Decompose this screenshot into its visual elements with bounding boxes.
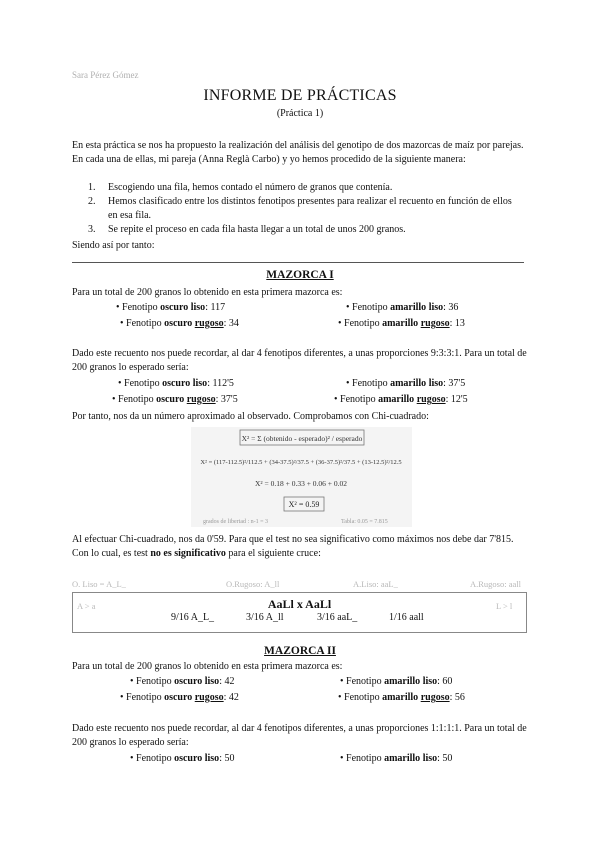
cross-label-oscuro-rugoso: O.Rugoso: A_ll	[226, 579, 280, 589]
intro-paragraph: En esta práctica se nos ha propuesto la realización del análisis del genotipo de dos mazorcas de maíz por parejas. En cada una de ellas, mi pareja (Anna Reglà Carbo) y yo hemos procedido de la siguiente manera:	[72, 140, 524, 165]
m2-obs-oscuro-rugoso: • Fenotipo oscuro rugoso: 42	[120, 692, 239, 703]
mazorca-2-expected-intro: Dado este recuento nos puede recordar, al dar 4 fenotipos diferentes, a unas proporciones 1:1:1:1. Para un total de 200 granos lo esperado sería:	[72, 723, 527, 748]
m1-exp-oscuro-liso: • Fenotipo oscuro liso: 112'5	[118, 378, 234, 389]
section-divider	[72, 262, 524, 263]
list-item: 2. Hemos clasificado entre los distintos fenotipos presentes para realizar el recuento en función de ellos en esa fila.	[88, 196, 512, 221]
page-title: INFORME DE PRÁCTICAS	[203, 87, 397, 104]
ratio-aa-ll: 1/16 aall	[389, 612, 424, 623]
m2-obs-amarillo-liso: • Fenotipo amarillo liso: 60	[340, 676, 453, 687]
m1-exp-amarillo-liso: • Fenotipo amarillo liso: 37'5	[346, 378, 466, 389]
m1-obs-amarillo-rugoso: • Fenotipo amarillo rugoso: 13	[338, 318, 465, 329]
author-name: Sara Pérez Gómez	[72, 70, 139, 80]
chi-conclusion: Al efectuar Chi-cuadrado, nos da 0'59. Para que el test no sea significativo como máximos nos debe dar 7'815. Con lo cual, es test no es significativo para el siguiente cruce:	[72, 534, 514, 559]
m2-obs-amarillo-rugoso: • Fenotipo amarillo rugoso: 56	[338, 692, 465, 703]
cross-label-amarillo-rugoso: A.Rugoso: aall	[470, 579, 521, 589]
list-item: 1. Escogiendo una fila, hemos contado el número de granos que contenía.	[88, 182, 393, 193]
chi-sum: X² = 0.18 + 0.33 + 0.06 + 0.02	[254, 479, 348, 488]
cross-title: AaLl x AaLl	[267, 597, 332, 611]
m1-obs-oscuro-rugoso: • Fenotipo oscuro rugoso: 34	[120, 318, 239, 329]
procedure-list	[88, 181, 518, 237]
por-tanto-text: Por tanto, nos da un número aproximado al observado. Comprobamos con Chi-cuadrado:	[72, 411, 429, 422]
chi-formula: X² = Σ (obtenido - esperado)² / esperado	[241, 434, 363, 443]
ratio-a-l: 9/16 A_L_	[171, 612, 215, 623]
chi-footer-right: Tabla: 0.05 = 7.815	[341, 519, 388, 525]
section-heading-mazorca-1: MAZORCA I	[266, 269, 334, 281]
chi-square-image	[191, 427, 412, 527]
section-heading-mazorca-2: MAZORCA II	[264, 645, 336, 657]
dominance-note-l: L > l	[496, 601, 513, 611]
m2-obs-oscuro-liso: • Fenotipo oscuro liso: 42	[130, 676, 235, 687]
ratio-aa-l: 3/16 aaL_	[317, 612, 358, 623]
cross-label-oscuro-liso: O. Liso = A_L_	[72, 579, 126, 589]
mazorca-2-intro: Para un total de 200 granos lo obtenido en esta primera mazorca es:	[72, 661, 343, 672]
mazorca-1-expected-intro: Dado este recuento nos puede recordar, al dar 4 fenotipos diferentes, a unas proporciones 9:3:3:1. Para un total de 200 granos lo esperado sería:	[72, 348, 527, 373]
m2-exp-amarillo-liso: • Fenotipo amarillo liso: 50	[340, 753, 453, 764]
m2-exp-oscuro-liso: • Fenotipo oscuro liso: 50	[130, 753, 235, 764]
m1-obs-oscuro-liso: • Fenotipo oscuro liso: 117	[116, 302, 226, 313]
cross-label-amarillo-liso: A.Liso: aaL_	[353, 579, 398, 589]
chi-result: X² = 0.59	[288, 500, 320, 509]
chi-square-handwriting	[191, 427, 412, 527]
mazorca-1-intro: Para un total de 200 granos lo obtenido en esta primera mazorca es:	[72, 287, 343, 298]
chi-terms: X² = (117-112.5)²/112.5 + (34-37.5)²/37.5 + (36-37.5)²/37.5 + (13-12.5)²/12.5	[200, 459, 402, 466]
cross-box	[72, 592, 527, 633]
chi-footer-left: grados de libertad : n-1 = 3	[203, 519, 269, 525]
list-item: 3. Se repite el proceso en cada fila hasta llegar a un total de unos 200 granos.	[88, 224, 406, 235]
page-subtitle: (Práctica 1)	[276, 108, 324, 119]
m1-obs-amarillo-liso: • Fenotipo amarillo liso: 36	[346, 302, 459, 313]
ratio-a-ll: 3/16 A_ll	[246, 612, 284, 623]
m1-exp-amarillo-rugoso: • Fenotipo amarillo rugoso: 12'5	[334, 394, 468, 405]
m1-exp-oscuro-rugoso: • Fenotipo oscuro rugoso: 37'5	[112, 394, 238, 405]
closing-text: Siendo así por tanto:	[72, 240, 155, 251]
dominance-note-a: A > a	[77, 601, 96, 611]
